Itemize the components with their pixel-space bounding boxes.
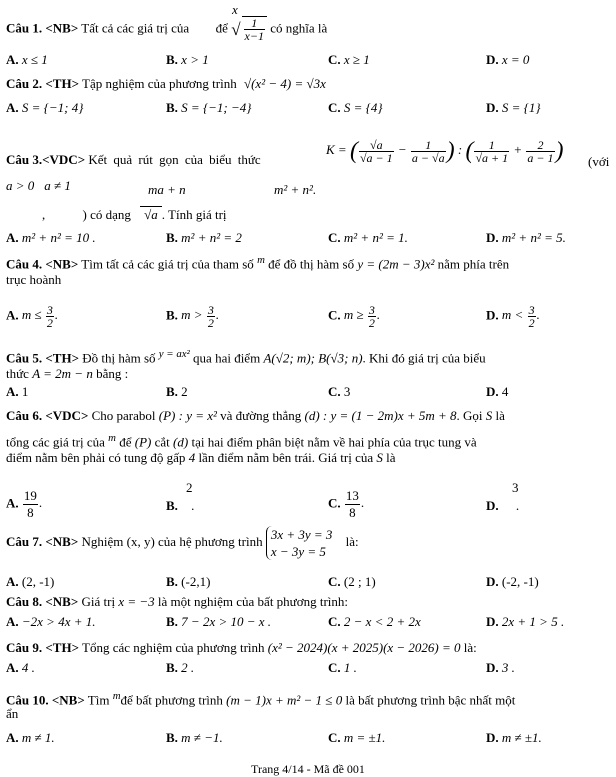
q9-option-a[interactable]: 4 . [21,660,35,675]
question-8: Câu 8. <NB> Giá trị x = −3 là một nghiệm của bất phương trình: [6,594,349,609]
q1-text: Tất cả các giá trị của [81,20,190,36]
q4-level-tag: <NB> [45,256,79,272]
q1-level-tag: <NB> [45,20,79,36]
q1-option-a[interactable]: x ≤ 1 [21,52,48,67]
q2-option-b[interactable]: S = {−1; −4} [181,100,252,115]
q6-option-c[interactable]: $\frac{13}{8}$ . [345,488,365,520]
q7-option-b[interactable]: (-2,1) [181,574,211,589]
q1-sqrt-expr: $\frac{1}{x-1}$ [242,16,267,42]
q10-level-tag: <NB> [51,692,85,708]
q6-option-d[interactable]: 3 [512,480,519,495]
q2-text: Tập nghiệm của phương trình [82,76,237,91]
q10-option-c[interactable]: m = ±1. [343,730,386,745]
q2-equation: √(x² − 4) = √3x [243,76,326,91]
q8-options: A. −2x > 4x + 1. B. 7 − 2x > 10 − x . C. 2 − x < 2 + 2x D. 2x + 1 > 5 . [6,614,565,629]
q2-option-d[interactable]: S = {1} [501,100,541,115]
q3-voi: (với [588,154,610,169]
q9-equation: (x² − 2024)(x + 2025)(x − 2026) = 0 [267,640,461,655]
q3-option-a[interactable]: m² + n² = 10 . [21,230,96,245]
q5-option-c[interactable]: 3 [343,384,351,399]
q10-option-b[interactable]: m ≠ −1. [181,730,223,745]
q9-option-d[interactable]: 3 . [501,660,515,675]
q1-mid: để [215,20,228,36]
q1-option-b[interactable]: x > 1 [181,52,209,67]
question-6: Câu 6. <VDC> Cho parabol (P) : y = x² và đường thẳng (d) : y = (1 − 2m)x + 5m + 8. Gọi S là [6,408,505,423]
q5-function: y = ax² [158,348,190,360]
q4-line2: trục hoành [6,272,62,287]
q10-options: A. m ≠ 1. B. m ≠ −1. C. m = ±1. D. m ≠ ±1. [6,730,542,745]
q5-label: Câu 5. [6,350,43,366]
q7-label: Câu 7. [6,534,43,549]
q8-option-c[interactable]: 2 − x < 2 + 2x [343,614,421,629]
q8-label: Câu 8. [6,594,43,609]
question-4: Câu 4. <NB> Tìm tất cả các giá trị của tham số $^m$ để đồ thị hàm số y = (2m − 3)x² nằm phía trên [6,254,510,272]
q5-option-b[interactable]: 2 [181,384,188,399]
q3-form-numerator: ma + n [148,182,186,197]
q1-option-d[interactable]: x = 0 [501,52,530,67]
q5-points: A(√2; m); B(√3; n) [263,350,363,366]
q3-option-c[interactable]: m² + n² = 1. [343,230,408,245]
q8-option-d[interactable]: 2x + 1 > 5 . [501,614,565,629]
q3-target: m² + n². [274,182,317,197]
q8-value: x = −3 [118,594,155,609]
question-1 [6,16,612,42]
q6-line: (d) : y = (1 − 2m)x + 5m + 8 [304,408,457,423]
q1-options: A. x ≤ 1 B. x > 1 C. x ≥ 1 D. x = 0 [6,52,530,67]
q6-line2: tổng các giá trị của $^m$ để (P) cắt (d) tại hai điểm phân biệt nằm về hai phía của trục tung và [6,432,477,450]
question-9: Câu 9. <TH> Tổng các nghiệm của phương trình (x² − 2024)(x + 2025)(x − 2026) = 0 là: [6,640,477,655]
q6-option-b[interactable]: 2 [186,480,193,495]
question-7: Câu 7. <NB> Nghiệm (x, y) của hệ phương trình 3x + 3y = 3 x − 3y = 5 là: [6,527,359,560]
question-10: Câu 10. <NB> Tìm $^m$để bất phương trình (m − 1)x + m² − 1 ≤ 0 là bất phương trình bậc nhất một [6,690,516,708]
q8-option-b[interactable]: 7 − 2x > 10 − x . [181,614,272,629]
q7-system: 3x + 3y = 3 x − 3y = 5 [266,526,333,560]
q5-options: A. 1 B. 2 C. 3 D. 4 [6,384,509,399]
q7-options: A. (2, -1) B. (-2,1) C. (2 ; 1) D. (-2, -1) [6,574,539,589]
q5-option-d[interactable]: 4 [501,384,509,399]
q3-form-denominator: √a [140,206,162,223]
q8-level-tag: <NB> [45,594,79,609]
q1-label: Câu 1. [6,20,43,36]
q7-option-d[interactable]: (-2, -1) [501,574,539,589]
q10-line2: ẩn [6,706,19,721]
q9-option-b[interactable]: 2 . [181,660,195,675]
q5-option-a[interactable]: 1 [21,384,29,399]
q10-option-d[interactable]: m ≠ ±1. [501,730,542,745]
page-footer: Trang 4/14 - Mã đề 001 [251,762,365,776]
q7-level-tag: <NB> [45,534,79,549]
q6-parabola: (P) : y = x² [158,408,217,423]
q6-label: Câu 6. [6,408,43,423]
q1-var-x: x [232,2,238,17]
q8-option-a[interactable]: −2x > 4x + 1. [21,614,96,629]
q4-function: y = (2m − 3)x² [357,256,435,272]
q3-option-b[interactable]: m² + n² = 2 [181,230,242,245]
q10-inequality: (m − 1)x + m² − 1 ≤ 0 [226,692,343,708]
q4-option-a[interactable]: m ≤ $\frac{3}{2}$ . [21,303,59,330]
q3-options: A. m² + n² = 10 . B. m² + n² = 2 C. m² + n² = 1. D. m² + n² = 5. [6,230,566,245]
q4-text: Tìm tất cả các giá trị của tham số [81,256,254,272]
q7-option-a[interactable]: (2, -1) [21,574,55,589]
q10-label: Câu 10. [6,692,49,708]
q2-options: A. S = {−1; 4} B. S = {−1; −4} C. S = {4} D. S = {1} [6,100,541,115]
q6-options: A. $\frac{19}{8}$ . 2 B. . C. $\frac{13}{8}$ . 3 D. . [6,480,520,520]
q6-line3: điểm nằm bên phải có tung độ gấp 4 lần điểm nằm bên trái. Giá trị của S là [6,450,396,465]
q9-option-c[interactable]: 1 . [343,660,357,675]
q9-options: A. 4 . B. 2 . C. 1 . D. 3 . [6,660,515,675]
q3-line2: , ) có dạng √a . Tính giá trị [42,207,227,222]
q7-option-c[interactable]: (2 ; 1) [343,574,376,589]
q3-conditions: a > 0 a ≠ 1 [6,178,71,193]
q2-label: Câu 2. [6,76,43,91]
q3-option-d[interactable]: m² + n² = 5. [501,230,566,245]
q3-text: Kết quả rút gọn của biểu thức [88,152,261,167]
q4-option-b[interactable]: m > $\frac{3}{2}$ . [181,303,220,330]
question-2 [6,76,612,92]
question-5: Câu 5. <TH> Đồ thị hàm số $^{y = ax^2}$ qua hai điểm A(√2; m); B(√3; n). Khi đó giá trị của biểu [6,348,486,366]
q5-line2: thức A = 2m − n bằng : [6,366,129,381]
q4-param: m [257,254,265,266]
q5-expression: A = 2m − n [32,366,93,381]
q6-level-tag: <VDC> [45,408,89,423]
q10-option-a[interactable]: m ≠ 1. [21,730,55,745]
q1-end: có nghĩa là [270,20,328,36]
q3-expression-K: K = ( $\frac{√a}{√a - 1}$ − $\frac{1}{a - √a}$ ) : ( $\frac{1}{√a + 1}$ + $\frac{2}{a - 1}$ ) [326,137,564,165]
q4-label: Câu 4. [6,256,43,272]
q1-option-c[interactable]: x ≥ 1 [343,52,370,67]
q2-option-a[interactable]: S = {−1; 4} [21,100,84,115]
q4-options: A. m ≤ $\frac{3}{2}$ . B. m > $\frac{3}{2}$ . C. m ≥ $\frac{3}{2}$ . D. m < $\frac{3}{2}$ . [6,303,540,330]
q9-level-tag: <TH> [45,640,79,655]
q4-option-d[interactable]: m < $\frac{3}{2}$ . [501,303,540,330]
q2-option-c[interactable]: S = {4} [343,100,383,115]
q9-label: Câu 9. [6,640,43,655]
q3-label: Câu 3. [6,152,43,167]
q5-level-tag: <TH> [45,350,79,366]
q2-level-tag: <TH> [45,76,79,91]
q4-option-c[interactable]: m ≥ $\frac{3}{2}$ . [343,303,381,330]
q3-level-tag: <VDC> [42,152,86,167]
q6-option-a[interactable]: $\frac{19}{8}$ . [23,488,43,520]
